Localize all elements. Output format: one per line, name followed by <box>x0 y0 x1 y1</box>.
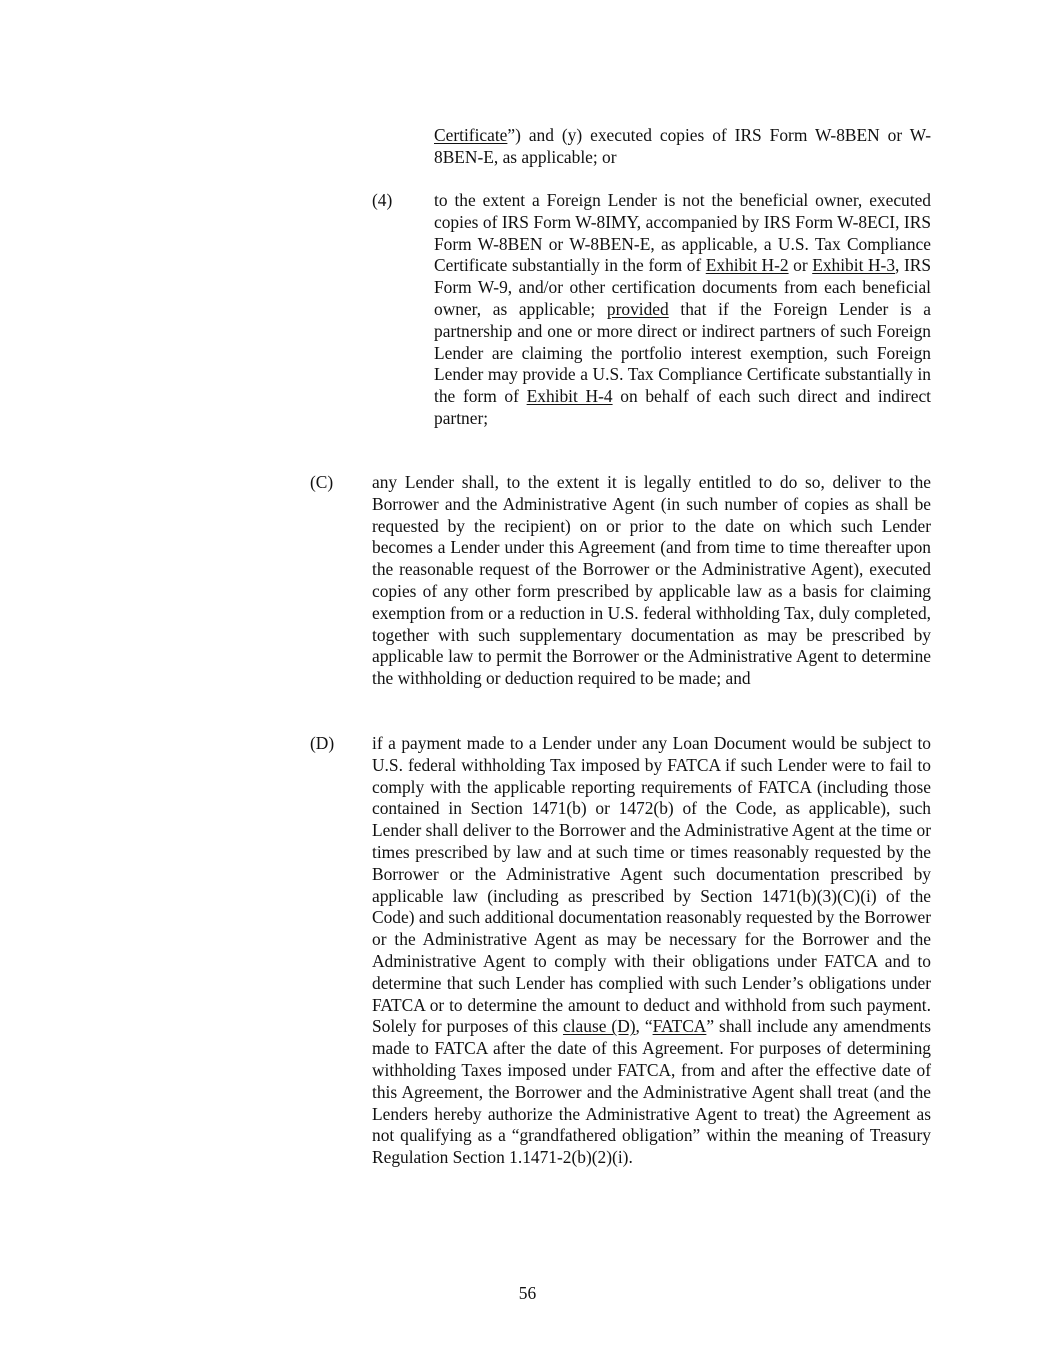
item-d-text-3: ” shall include any amendments made to FATCA after the date of this Agreement. For purposes of determining withholding Taxes imposed under FATCA, from and after the effective date of this Agreement, the Borrower and the Administrative Agent shall treat (and the Lenders hereby authorize the Administrative Agent to treat) the Agreement as not qualifying as a “grandfathered obligation” within the meaning of Treasury Regulation Section 1.1471-2(b)(2)(i). <box>372 1016 931 1168</box>
exhibit-h3-reference: Exhibit H-3 <box>812 255 896 276</box>
page-number: 56 <box>518 1283 537 1303</box>
item-4-label: (4) <box>372 190 393 210</box>
exhibit-h4-reference: Exhibit H-4 <box>526 386 613 407</box>
item-d-label: (D) <box>310 733 335 753</box>
item-d-text-2: , “ <box>635 1016 653 1037</box>
item-4-text-5: on behalf of each such direct and indirect partner; <box>434 386 931 428</box>
continuation-text: ”) and (y) executed copies of IRS Form W-8BEN or W-8BEN-E, as applicable; or <box>434 125 931 167</box>
exhibit-h2-reference: Exhibit H-2 <box>705 255 789 276</box>
clause-d-reference: clause (D) <box>562 1016 636 1037</box>
item-d-text-1: if a payment made to a Lender under any Loan Document would be subject to U.S. federal withholding Tax imposed by FATCA if such Lender were to fail to comply with the applicable reporting requirements of FATCA (including those contained in Section 1471(b) or 1472(b) of the Code, as applicable), such Lender shall deliver to the Borrower and the Administrative Agent at the time or times prescribed by law and at such time or times reasonably requested by the Borrower or the Administrative Agent such documentation prescribed by applicable law (including as prescribed by Section 1471(b)(3)(C)(i) of the Code) and such additional documentation reasonably requested by the Borrower or the Administrative Agent as may be necessary for the Borrower and the Administrative Agent to comply with their obligations under FATCA and to determine that such Lender has complied with such Lender’s obligations under FATCA or to determine the amount to deduct and withhold from such payment. Solely for purposes of this <box>372 733 931 1037</box>
item-4-paragraph <box>434 190 931 430</box>
defined-term-fatca: FATCA <box>652 1016 707 1037</box>
item-c-label: (C) <box>310 472 334 492</box>
item-c-paragraph: any Lender shall, to the extent it is legally entitled to do so, deliver to the Borrower and the Administrative Agent (in such number of copies as shall be requested by the recipient) on or prior to the date on which such Lender becomes a Lender under this Agreement (and from time to time thereafter upon the reasonable request of the Borrower or the Administrative Agent), executed copies of any other form prescribed by applicable law as a basis for claiming exemption from or a reduction in U.S. federal withholding Tax, duly completed, together with such supplementary documentation as may be prescribed by applicable law to permit the Borrower or the Administrative Agent to determine the withholding or deduction required to be made; and <box>372 472 931 689</box>
continuation-paragraph <box>434 125 931 169</box>
item-4-text-4: that if the Foreign Lender is a partnership and one or more direct or indirect partners of such Foreign Lender are claiming the portfolio interest exemption, such Foreign Lender may provide a U.S. Tax Compliance Certificate substantially in the form of <box>434 298 931 407</box>
item-d-paragraph <box>372 733 931 1169</box>
item-4-text-2: or <box>788 255 813 276</box>
item-4-text-3: , IRS Form W-9, and/or other certification documents from each beneficial owner, as applicable; <box>434 255 932 319</box>
defined-term-certificate: Certificate <box>434 125 508 145</box>
provided-term: provided <box>606 298 669 319</box>
item-4-text-1: to the extent a Foreign Lender is not the beneficial owner, executed copies of IRS Form W-8IMY, accompanied by IRS Form W-8ECI, IRS Form W-8BEN or W-8BEN-E, as applicable, a U.S. Tax Compliance Certificate substantially in the form of <box>434 190 931 276</box>
